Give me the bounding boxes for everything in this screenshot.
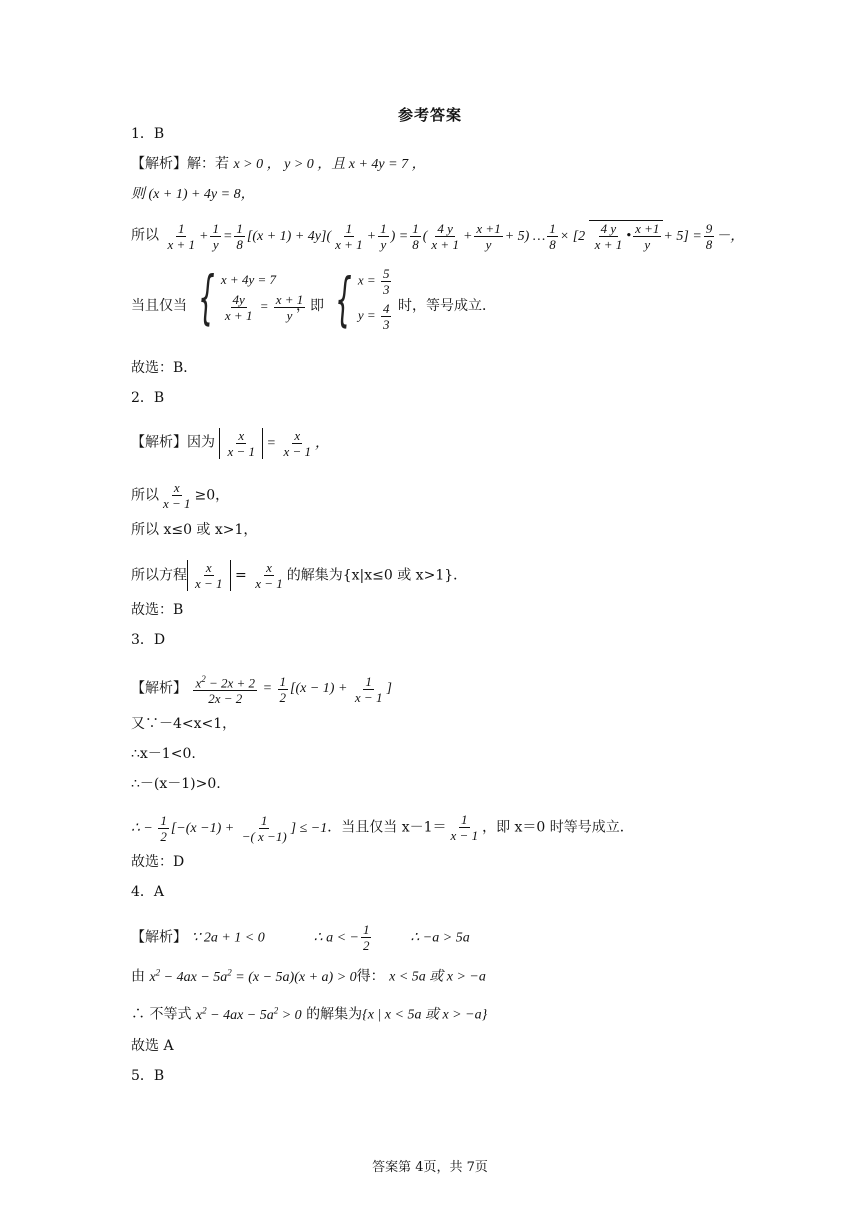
q4-line1-b: ∴ a < −	[313, 930, 359, 946]
q2-line2: 所以 $\frac{x}{x - 1}$ ≥0，	[131, 480, 230, 511]
q5-answer: 5．B	[131, 1068, 165, 1084]
q2-line1	[131, 428, 329, 459]
q3-line1-prefix: 【解析】	[131, 680, 187, 697]
q4-line2-prefix: 由	[131, 968, 145, 985]
q2-line4-prefix: 所以方程	[131, 567, 187, 584]
q4-line1-c: ∴ −a > 5a	[410, 930, 470, 946]
q3-line1	[131, 672, 392, 706]
q3-line5-mid: ．当且仅当 x－1＝	[327, 819, 447, 836]
q4-line3-formula: $x^2 - 4ax - 5a^2 > 0$	[195, 1005, 302, 1023]
q1-line4-suffix: 时，等号成立．	[398, 298, 496, 314]
q1-line3	[131, 220, 744, 252]
q4-line3-set: {x | x < 5a 或 x > −a}	[362, 1007, 488, 1023]
q3-line4: ∴－(x－1)>0.	[131, 776, 221, 792]
q1-system-2: { x = $\frac{5}{3}$ y = $\frac{4}{3}$	[335, 265, 390, 333]
q2-line1-prefix: 【解析】因为	[131, 434, 215, 451]
q3-line3: ∴x－1<0.	[131, 746, 196, 762]
q1-line3-prefix: 所以	[131, 227, 159, 244]
page-title: 参考答案	[397, 106, 462, 124]
q1-line2	[131, 184, 255, 205]
q1-line2-text: 则 (x + 1) + 4y = 8，	[131, 187, 255, 202]
q4-conclusion: 故选 A	[131, 1038, 174, 1054]
q2-line2-prefix: 所以	[131, 487, 159, 504]
q2-conclusion: 故选：B	[131, 602, 184, 618]
q4-line3-mid: 的解集为	[306, 1006, 363, 1023]
q4-line2-suffix: x < 5a 或 x > −a	[389, 969, 486, 985]
q4-line1-a: ∵ 2a + 1 < 0	[191, 930, 265, 946]
q4-line3	[131, 1000, 487, 1026]
q3-conclusion: 故选：D	[131, 854, 185, 870]
q4-line2-mid: 得：	[356, 968, 385, 985]
q1-conclusion: 故选：B．	[131, 360, 198, 376]
q1-line4-prefix: 当且仅当	[131, 298, 187, 314]
page-footer: 答案第 4页，共 7页	[372, 1160, 488, 1175]
q1-line1-prefix: 【解析】解：若	[131, 156, 229, 172]
q4-line2	[131, 962, 486, 988]
q1-line1-math: x > 0 ， y > 0 ，且 x + 4y = 7 ，	[233, 157, 426, 172]
q1-line3-formula: $\frac{1}{x + 1}$ + $\frac{1}{y}$ = $\frac{1}{8}$ [(x + 1) + 4y]( $\frac{1}{x + 1}$ + $\frac{1}{y}$ ) = $\frac{1}{8}$ ( $\frac{4 y}{x + 1}$ + $\frac{x +1}{y}$ + 5) … $\frac{1}{8}$ × [2 $\frac{4 y}{x + 1}$ • $\frac{x +1}{y}$ + 5] = $\frac{9}{8}$ －，	[167, 221, 745, 252]
q1-answer: 1．B	[131, 126, 165, 142]
q4-line1-prefix: 【解析】	[131, 929, 187, 946]
q4-line1: 【解析】 ∵ 2a + 1 < 0 ∴ a < − $\frac{1}{2}$ ∴ −a > 5a	[131, 922, 470, 953]
q3-line2: 又∵－4<x<1，	[131, 716, 237, 732]
q3-answer: 3．D	[131, 632, 166, 648]
q2-line4: 所以方程 $\frac{x}{x - 1}$ = $\frac{x}{x - 1}$ 的解集为{x|x≤0 或 x>1}．	[131, 560, 468, 591]
q2-answer: 2．B	[131, 390, 165, 406]
q2-line1-formula: $\frac{x}{x - 1}$ = $\frac{x}{x - 1}$ ，	[219, 436, 329, 451]
q4-answer: 4．A	[131, 884, 165, 900]
q3-line5-formula: ∴ − $\frac{1}{2}$ [−(x −1) + $\frac{1}{-( x -1)}$ ] ≤ −1	[131, 812, 328, 844]
left-brace-icon: {	[198, 263, 215, 331]
q2-line4-suffix: 的解集为{x|x≤0 或 x>1}．	[286, 567, 468, 584]
q2-line2-suffix: ≥0，	[194, 487, 230, 504]
q2-line3: 所以 x≤0 或 x>1，	[131, 522, 258, 538]
q1-system-1: { x + 4y = 7 $\frac{4y}{x + 1}$ = $\frac{x + 1}{y}$	[198, 263, 304, 331]
q3-line1-formula: $\frac{x^2 - 2x + 2}{2x - 2}$ = $\frac{1}{2}$ [(x − 1) + $\frac{1}{x - 1}$ ]	[195, 673, 392, 707]
q1-line4-mid: ，即	[296, 298, 324, 314]
q1-line1	[131, 154, 426, 175]
q3-line5-suffix: ，即 x＝0 时等号成立．	[482, 819, 634, 836]
q4-line2-formula: $x^2 - 4ax - 5a^2 = (x - 5a)(x + a) > 0$	[149, 967, 357, 985]
q3-line5: ∴ − $\frac{1}{2}$ [−(x −1) + $\frac{1}{-( x -1)}$ ] ≤ −1．当且仅当 x－1＝ $\frac{1}{x - 1}$ ，即 x＝0 时等号成立．	[131, 812, 634, 844]
left-brace-icon: {	[335, 265, 352, 333]
q4-line3-prefix: ∴ 不等式	[131, 1006, 192, 1023]
